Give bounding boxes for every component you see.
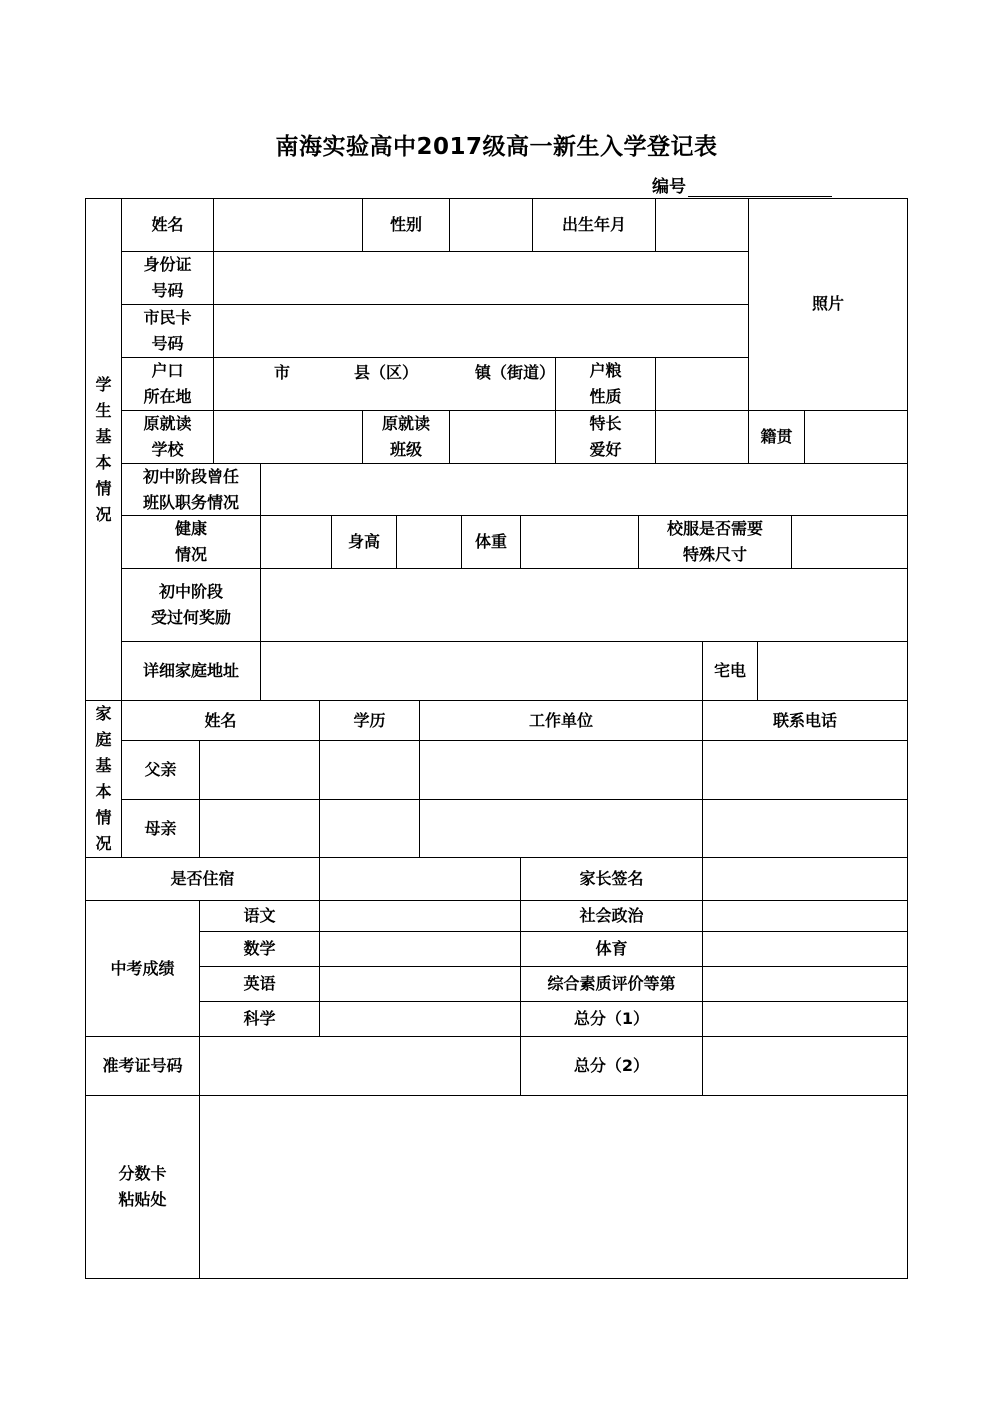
junior-awards-label: 初中阶段 受过何奖励 [121, 568, 261, 642]
photo-area[interactable]: 照片 [748, 198, 908, 411]
mother-name-field[interactable] [199, 799, 320, 858]
gender-field[interactable] [449, 198, 533, 252]
student-section-label: 学 生 基 本 情 况 [85, 198, 122, 701]
height-label: 身高 [331, 515, 397, 569]
gender-label: 性别 [362, 198, 450, 252]
native-place-field[interactable] [804, 410, 908, 464]
exam-section-label: 中考成绩 [85, 900, 200, 1037]
father-label: 父亲 [121, 740, 200, 800]
parent-signature-label: 家长签名 [520, 857, 703, 901]
name-field[interactable] [213, 198, 363, 252]
family-header-education: 学历 [319, 700, 420, 741]
prev-class-label: 原就读 班级 [362, 410, 450, 464]
name-label: 姓名 [121, 198, 214, 252]
id-number-field[interactable] [213, 251, 749, 305]
weight-field[interactable] [520, 515, 639, 569]
science-label: 科学 [199, 1001, 320, 1037]
citizen-card-label: 市民卡 号码 [121, 304, 214, 358]
citizen-card-field[interactable] [213, 304, 749, 358]
mother-label: 母亲 [121, 799, 200, 858]
uniform-size-field[interactable] [791, 515, 908, 569]
serial-input-line[interactable] [688, 178, 832, 197]
father-name-field[interactable] [199, 740, 320, 800]
chinese-field[interactable] [319, 900, 521, 932]
quality-grade-field[interactable] [702, 966, 908, 1002]
total1-label: 总分（1） [520, 1001, 703, 1037]
social-politics-field[interactable] [702, 900, 908, 932]
admission-no-field[interactable] [199, 1036, 521, 1096]
prev-school-field[interactable] [213, 410, 363, 464]
mother-education-field[interactable] [319, 799, 420, 858]
mother-employer-field[interactable] [419, 799, 703, 858]
page-title: 南海实验高中2017级高一新生入学登记表 [275, 134, 718, 160]
pe-field[interactable] [702, 931, 908, 967]
score-card-area[interactable] [199, 1095, 908, 1279]
family-header-employer: 工作单位 [419, 700, 703, 741]
science-field[interactable] [319, 1001, 521, 1037]
score-card-label: 分数卡 粘贴处 [85, 1095, 200, 1279]
total2-field[interactable] [702, 1036, 908, 1096]
serial-label: 编号 [652, 177, 686, 197]
home-phone-field[interactable] [757, 641, 908, 701]
pe-label: 体育 [520, 931, 703, 967]
junior-duties-label: 初中阶段曾任 班队职务情况 [121, 463, 261, 516]
hukou-location-label: 户口 所在地 [121, 357, 214, 411]
id-number-label: 身份证 号码 [121, 251, 214, 305]
english-field[interactable] [319, 966, 521, 1002]
math-field[interactable] [319, 931, 521, 967]
boarding-field[interactable] [319, 857, 521, 901]
english-label: 英语 [199, 966, 320, 1002]
home-address-label: 详细家庭地址 [121, 641, 261, 701]
uniform-size-label: 校服是否需要 特殊尺寸 [638, 515, 792, 569]
junior-awards-field[interactable] [260, 568, 908, 642]
total1-field[interactable] [702, 1001, 908, 1037]
health-field[interactable] [260, 515, 332, 569]
talent-field[interactable] [655, 410, 749, 464]
town-label: 镇（街道） [475, 363, 556, 382]
height-field[interactable] [396, 515, 462, 569]
father-education-field[interactable] [319, 740, 420, 800]
hukou-type-label: 户粮 性质 [555, 357, 656, 411]
social-politics-label: 社会政治 [520, 900, 703, 932]
county-label: 县（区） [354, 363, 419, 382]
mother-phone-field[interactable] [702, 799, 908, 858]
home-phone-label: 宅电 [702, 641, 758, 701]
health-label: 健康 情况 [121, 515, 261, 569]
father-phone-field[interactable] [702, 740, 908, 800]
home-address-field[interactable] [260, 641, 703, 701]
hukou-type-field[interactable] [655, 357, 749, 411]
father-employer-field[interactable] [419, 740, 703, 800]
native-place-label: 籍贯 [748, 410, 805, 464]
prev-school-label: 原就读 学校 [121, 410, 214, 464]
weight-label: 体重 [461, 515, 521, 569]
parent-signature-field[interactable] [702, 857, 908, 901]
family-header-name: 姓名 [121, 700, 320, 741]
family-header-phone: 联系电话 [702, 700, 908, 741]
family-section-label: 家 庭 基 本 情 况 [85, 700, 122, 858]
admission-no-label: 准考证号码 [85, 1036, 200, 1096]
birth-label: 出生年月 [532, 198, 656, 252]
serial-number [652, 172, 832, 197]
junior-duties-field[interactable] [260, 463, 908, 516]
total2-label: 总分（2） [520, 1036, 703, 1096]
talent-label: 特长 爱好 [555, 410, 656, 464]
chinese-label: 语文 [199, 900, 320, 932]
quality-grade-label: 综合素质评价等第 [520, 966, 703, 1002]
birth-field[interactable] [655, 198, 749, 252]
city-label: 市 [274, 363, 291, 382]
boarding-label: 是否住宿 [85, 857, 320, 901]
math-label: 数学 [199, 931, 320, 967]
prev-class-field[interactable] [449, 410, 556, 464]
